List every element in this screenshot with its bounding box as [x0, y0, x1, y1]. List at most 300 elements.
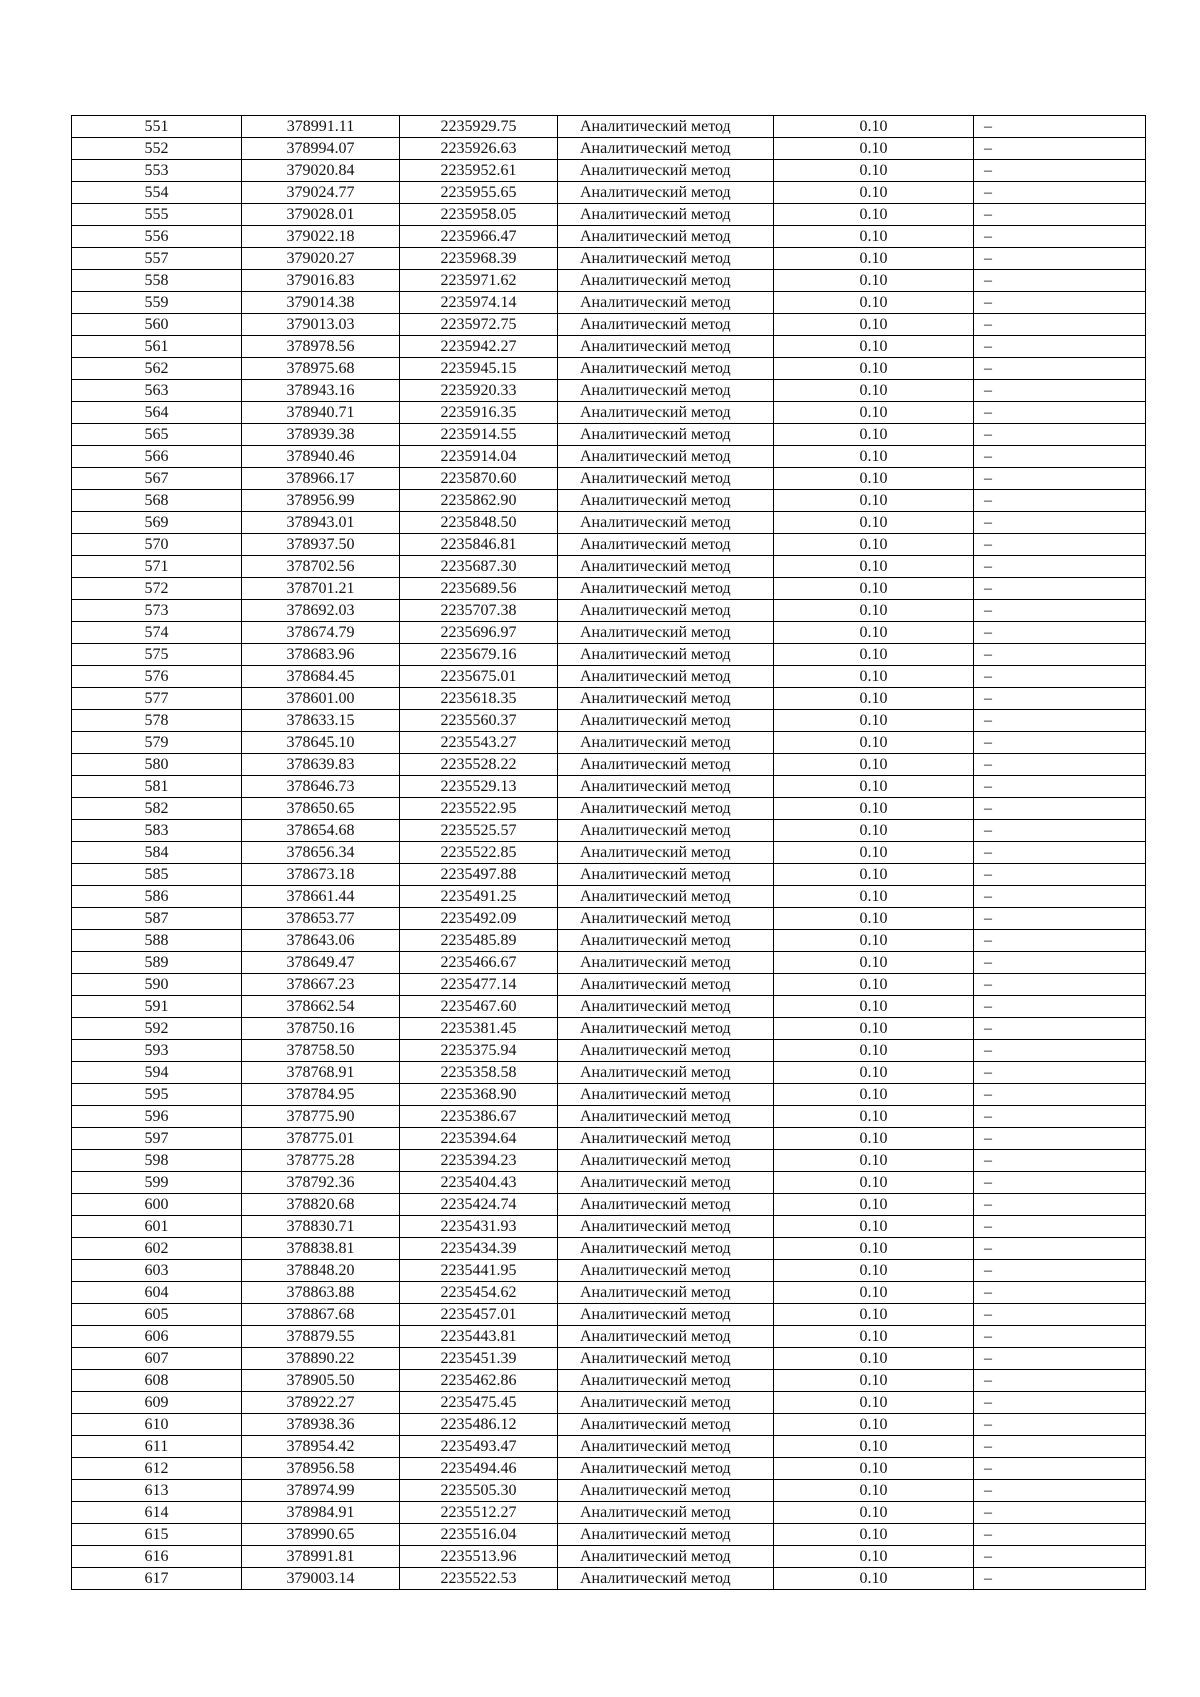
note-cell: – [974, 1260, 1146, 1282]
accuracy-cell: 0.10 [774, 622, 974, 644]
note-cell: – [974, 336, 1146, 358]
accuracy-cell: 0.10 [774, 1106, 974, 1128]
table-row [72, 732, 1146, 754]
x-coordinate-cell: 378662.54 [242, 996, 400, 1018]
method-cell: Аналитический метод [558, 226, 774, 248]
table-row [72, 336, 1146, 358]
x-coordinate-cell: 378879.55 [242, 1326, 400, 1348]
y-coordinate-cell: 2235945.15 [400, 358, 558, 380]
point-number-cell: 603 [72, 1260, 242, 1282]
note-cell: – [974, 1128, 1146, 1150]
accuracy-cell: 0.10 [774, 534, 974, 556]
accuracy-cell: 0.10 [774, 1304, 974, 1326]
point-number-cell: 576 [72, 666, 242, 688]
y-coordinate-cell: 2235462.86 [400, 1370, 558, 1392]
point-number-cell: 617 [72, 1568, 242, 1590]
accuracy-cell: 0.10 [774, 1194, 974, 1216]
table-row [72, 600, 1146, 622]
accuracy-cell: 0.10 [774, 490, 974, 512]
note-cell: – [974, 1568, 1146, 1590]
accuracy-cell: 0.10 [774, 292, 974, 314]
method-cell: Аналитический метод [558, 314, 774, 336]
accuracy-cell: 0.10 [774, 1524, 974, 1546]
y-coordinate-cell: 2235525.57 [400, 820, 558, 842]
method-cell: Аналитический метод [558, 1370, 774, 1392]
accuracy-cell: 0.10 [774, 1084, 974, 1106]
accuracy-cell: 0.10 [774, 1172, 974, 1194]
note-cell: – [974, 1392, 1146, 1414]
x-coordinate-cell: 378646.73 [242, 776, 400, 798]
x-coordinate-cell: 378922.27 [242, 1392, 400, 1414]
method-cell: Аналитический метод [558, 1304, 774, 1326]
note-cell: – [974, 688, 1146, 710]
method-cell: Аналитический метод [558, 732, 774, 754]
accuracy-cell: 0.10 [774, 1546, 974, 1568]
accuracy-cell: 0.10 [774, 226, 974, 248]
table-row [72, 380, 1146, 402]
note-cell: – [974, 1150, 1146, 1172]
point-number-cell: 595 [72, 1084, 242, 1106]
note-cell: – [974, 1194, 1146, 1216]
table-row [72, 1480, 1146, 1502]
accuracy-cell: 0.10 [774, 160, 974, 182]
note-cell: – [974, 1326, 1146, 1348]
point-number-cell: 616 [72, 1546, 242, 1568]
y-coordinate-cell: 2235914.55 [400, 424, 558, 446]
y-coordinate-cell: 2235543.27 [400, 732, 558, 754]
table-row [72, 1128, 1146, 1150]
accuracy-cell: 0.10 [774, 1480, 974, 1502]
y-coordinate-cell: 2235441.95 [400, 1260, 558, 1282]
method-cell: Аналитический метод [558, 1502, 774, 1524]
x-coordinate-cell: 379020.84 [242, 160, 400, 182]
y-coordinate-cell: 2235952.61 [400, 160, 558, 182]
table-row [72, 1304, 1146, 1326]
note-cell: – [974, 1546, 1146, 1568]
method-cell: Аналитический метод [558, 1568, 774, 1590]
x-coordinate-cell: 379003.14 [242, 1568, 400, 1590]
y-coordinate-cell: 2235972.75 [400, 314, 558, 336]
accuracy-cell: 0.10 [774, 754, 974, 776]
note-cell: – [974, 974, 1146, 996]
method-cell: Аналитический метод [558, 996, 774, 1018]
method-cell: Аналитический метод [558, 754, 774, 776]
table-row [72, 644, 1146, 666]
accuracy-cell: 0.10 [774, 182, 974, 204]
accuracy-cell: 0.10 [774, 1414, 974, 1436]
y-coordinate-cell: 2235505.30 [400, 1480, 558, 1502]
accuracy-cell: 0.10 [774, 402, 974, 424]
x-coordinate-cell: 378820.68 [242, 1194, 400, 1216]
table-row [72, 1194, 1146, 1216]
point-number-cell: 608 [72, 1370, 242, 1392]
accuracy-cell: 0.10 [774, 732, 974, 754]
note-cell: – [974, 1458, 1146, 1480]
table-row [72, 314, 1146, 336]
y-coordinate-cell: 2235966.47 [400, 226, 558, 248]
accuracy-cell: 0.10 [774, 512, 974, 534]
note-cell: – [974, 556, 1146, 578]
x-coordinate-cell: 378684.45 [242, 666, 400, 688]
method-cell: Аналитический метод [558, 1106, 774, 1128]
method-cell: Аналитический метод [558, 182, 774, 204]
table-row [72, 1238, 1146, 1260]
table-row [72, 556, 1146, 578]
accuracy-cell: 0.10 [774, 1260, 974, 1282]
table-row [72, 292, 1146, 314]
y-coordinate-cell: 2235434.39 [400, 1238, 558, 1260]
point-number-cell: 589 [72, 952, 242, 974]
table-row [72, 1106, 1146, 1128]
table-row [72, 798, 1146, 820]
point-number-cell: 565 [72, 424, 242, 446]
method-cell: Аналитический метод [558, 1348, 774, 1370]
x-coordinate-cell: 378649.47 [242, 952, 400, 974]
y-coordinate-cell: 2235929.75 [400, 116, 558, 138]
point-number-cell: 561 [72, 336, 242, 358]
note-cell: – [974, 600, 1146, 622]
method-cell: Аналитический метод [558, 1436, 774, 1458]
table-row [72, 1018, 1146, 1040]
note-cell: – [974, 952, 1146, 974]
x-coordinate-cell: 378650.65 [242, 798, 400, 820]
y-coordinate-cell: 2235916.35 [400, 402, 558, 424]
y-coordinate-cell: 2235707.38 [400, 600, 558, 622]
x-coordinate-cell: 379013.03 [242, 314, 400, 336]
accuracy-cell: 0.10 [774, 1458, 974, 1480]
point-number-cell: 586 [72, 886, 242, 908]
table-row [72, 1546, 1146, 1568]
accuracy-cell: 0.10 [774, 666, 974, 688]
accuracy-cell: 0.10 [774, 446, 974, 468]
point-number-cell: 572 [72, 578, 242, 600]
method-cell: Аналитический метод [558, 952, 774, 974]
accuracy-cell: 0.10 [774, 314, 974, 336]
point-number-cell: 571 [72, 556, 242, 578]
table-row [72, 270, 1146, 292]
note-cell: – [974, 204, 1146, 226]
point-number-cell: 614 [72, 1502, 242, 1524]
y-coordinate-cell: 2235958.05 [400, 204, 558, 226]
method-cell: Аналитический метод [558, 1128, 774, 1150]
point-number-cell: 553 [72, 160, 242, 182]
note-cell: – [974, 1216, 1146, 1238]
table-row [72, 578, 1146, 600]
note-cell: – [974, 732, 1146, 754]
point-number-cell: 577 [72, 688, 242, 710]
note-cell: – [974, 358, 1146, 380]
point-number-cell: 558 [72, 270, 242, 292]
accuracy-cell: 0.10 [774, 1436, 974, 1458]
note-cell: – [974, 1414, 1146, 1436]
method-cell: Аналитический метод [558, 908, 774, 930]
method-cell: Аналитический метод [558, 974, 774, 996]
accuracy-cell: 0.10 [774, 1282, 974, 1304]
y-coordinate-cell: 2235368.90 [400, 1084, 558, 1106]
y-coordinate-cell: 2235485.89 [400, 930, 558, 952]
y-coordinate-cell: 2235477.14 [400, 974, 558, 996]
x-coordinate-cell: 379024.77 [242, 182, 400, 204]
point-number-cell: 607 [72, 1348, 242, 1370]
accuracy-cell: 0.10 [774, 1326, 974, 1348]
point-number-cell: 611 [72, 1436, 242, 1458]
point-number-cell: 579 [72, 732, 242, 754]
point-number-cell: 590 [72, 974, 242, 996]
point-number-cell: 592 [72, 1018, 242, 1040]
table-row [72, 842, 1146, 864]
table-row [72, 358, 1146, 380]
note-cell: – [974, 534, 1146, 556]
x-coordinate-cell: 378940.71 [242, 402, 400, 424]
method-cell: Аналитический метод [558, 710, 774, 732]
accuracy-cell: 0.10 [774, 710, 974, 732]
method-cell: Аналитический метод [558, 776, 774, 798]
note-cell: – [974, 1370, 1146, 1392]
y-coordinate-cell: 2235689.56 [400, 578, 558, 600]
x-coordinate-cell: 378639.83 [242, 754, 400, 776]
method-cell: Аналитический метод [558, 1084, 774, 1106]
y-coordinate-cell: 2235687.30 [400, 556, 558, 578]
accuracy-cell: 0.10 [774, 776, 974, 798]
method-cell: Аналитический метод [558, 1392, 774, 1414]
y-coordinate-cell: 2235394.64 [400, 1128, 558, 1150]
x-coordinate-cell: 378654.68 [242, 820, 400, 842]
x-coordinate-cell: 378974.99 [242, 1480, 400, 1502]
point-number-cell: 599 [72, 1172, 242, 1194]
method-cell: Аналитический метод [558, 1018, 774, 1040]
note-cell: – [974, 666, 1146, 688]
point-number-cell: 602 [72, 1238, 242, 1260]
accuracy-cell: 0.10 [774, 1348, 974, 1370]
x-coordinate-cell: 378768.91 [242, 1062, 400, 1084]
method-cell: Аналитический метод [558, 468, 774, 490]
point-number-cell: 556 [72, 226, 242, 248]
accuracy-cell: 0.10 [774, 996, 974, 1018]
note-cell: – [974, 1436, 1146, 1458]
point-number-cell: 581 [72, 776, 242, 798]
note-cell: – [974, 908, 1146, 930]
note-cell: – [974, 490, 1146, 512]
point-number-cell: 551 [72, 116, 242, 138]
point-number-cell: 594 [72, 1062, 242, 1084]
y-coordinate-cell: 2235491.25 [400, 886, 558, 908]
table-row [72, 248, 1146, 270]
x-coordinate-cell: 378990.65 [242, 1524, 400, 1546]
note-cell: – [974, 1040, 1146, 1062]
x-coordinate-cell: 378667.23 [242, 974, 400, 996]
point-number-cell: 604 [72, 1282, 242, 1304]
y-coordinate-cell: 2235394.23 [400, 1150, 558, 1172]
method-cell: Аналитический метод [558, 204, 774, 226]
x-coordinate-cell: 378701.21 [242, 578, 400, 600]
accuracy-cell: 0.10 [774, 424, 974, 446]
y-coordinate-cell: 2235386.67 [400, 1106, 558, 1128]
method-cell: Аналитический метод [558, 160, 774, 182]
y-coordinate-cell: 2235675.01 [400, 666, 558, 688]
x-coordinate-cell: 378792.36 [242, 1172, 400, 1194]
y-coordinate-cell: 2235475.45 [400, 1392, 558, 1414]
table-row [72, 1370, 1146, 1392]
accuracy-cell: 0.10 [774, 358, 974, 380]
accuracy-cell: 0.10 [774, 1370, 974, 1392]
note-cell: – [974, 644, 1146, 666]
accuracy-cell: 0.10 [774, 336, 974, 358]
method-cell: Аналитический метод [558, 292, 774, 314]
x-coordinate-cell: 378939.38 [242, 424, 400, 446]
accuracy-cell: 0.10 [774, 116, 974, 138]
table-row [72, 930, 1146, 952]
y-coordinate-cell: 2235920.33 [400, 380, 558, 402]
table-row [72, 908, 1146, 930]
note-cell: – [974, 930, 1146, 952]
x-coordinate-cell: 378940.46 [242, 446, 400, 468]
accuracy-cell: 0.10 [774, 1502, 974, 1524]
accuracy-cell: 0.10 [774, 204, 974, 226]
y-coordinate-cell: 2235522.95 [400, 798, 558, 820]
table-row [72, 468, 1146, 490]
method-cell: Аналитический метод [558, 380, 774, 402]
y-coordinate-cell: 2235486.12 [400, 1414, 558, 1436]
y-coordinate-cell: 2235466.67 [400, 952, 558, 974]
point-number-cell: 587 [72, 908, 242, 930]
x-coordinate-cell: 378966.17 [242, 468, 400, 490]
method-cell: Аналитический метод [558, 1326, 774, 1348]
accuracy-cell: 0.10 [774, 908, 974, 930]
x-coordinate-cell: 378673.18 [242, 864, 400, 886]
point-number-cell: 583 [72, 820, 242, 842]
note-cell: – [974, 160, 1146, 182]
y-coordinate-cell: 2235522.85 [400, 842, 558, 864]
x-coordinate-cell: 378956.58 [242, 1458, 400, 1480]
note-cell: – [974, 1480, 1146, 1502]
x-coordinate-cell: 378633.15 [242, 710, 400, 732]
table-row [72, 886, 1146, 908]
point-number-cell: 585 [72, 864, 242, 886]
method-cell: Аналитический метод [558, 798, 774, 820]
note-cell: – [974, 820, 1146, 842]
y-coordinate-cell: 2235375.94 [400, 1040, 558, 1062]
x-coordinate-cell: 378890.22 [242, 1348, 400, 1370]
method-cell: Аналитический метод [558, 600, 774, 622]
table-row [72, 1040, 1146, 1062]
y-coordinate-cell: 2235512.27 [400, 1502, 558, 1524]
x-coordinate-cell: 378775.01 [242, 1128, 400, 1150]
accuracy-cell: 0.10 [774, 886, 974, 908]
note-cell: – [974, 1304, 1146, 1326]
x-coordinate-cell: 379016.83 [242, 270, 400, 292]
y-coordinate-cell: 2235493.47 [400, 1436, 558, 1458]
x-coordinate-cell: 378758.50 [242, 1040, 400, 1062]
note-cell: – [974, 1084, 1146, 1106]
table-row [72, 996, 1146, 1018]
method-cell: Аналитический метод [558, 512, 774, 534]
y-coordinate-cell: 2235381.45 [400, 1018, 558, 1040]
point-number-cell: 578 [72, 710, 242, 732]
table-row [72, 710, 1146, 732]
y-coordinate-cell: 2235404.43 [400, 1172, 558, 1194]
y-coordinate-cell: 2235971.62 [400, 270, 558, 292]
table-row [72, 534, 1146, 556]
x-coordinate-cell: 378601.00 [242, 688, 400, 710]
method-cell: Аналитический метод [558, 116, 774, 138]
accuracy-cell: 0.10 [774, 1216, 974, 1238]
x-coordinate-cell: 378943.01 [242, 512, 400, 534]
accuracy-cell: 0.10 [774, 1040, 974, 1062]
y-coordinate-cell: 2235618.35 [400, 688, 558, 710]
accuracy-cell: 0.10 [774, 1018, 974, 1040]
note-cell: – [974, 1238, 1146, 1260]
y-coordinate-cell: 2235846.81 [400, 534, 558, 556]
point-number-cell: 573 [72, 600, 242, 622]
method-cell: Аналитический метод [558, 424, 774, 446]
note-cell: – [974, 1502, 1146, 1524]
note-cell: – [974, 710, 1146, 732]
x-coordinate-cell: 378954.42 [242, 1436, 400, 1458]
method-cell: Аналитический метод [558, 930, 774, 952]
y-coordinate-cell: 2235862.90 [400, 490, 558, 512]
y-coordinate-cell: 2235497.88 [400, 864, 558, 886]
point-number-cell: 610 [72, 1414, 242, 1436]
x-coordinate-cell: 378978.56 [242, 336, 400, 358]
table-row [72, 1458, 1146, 1480]
table-row [72, 116, 1146, 138]
table-row [72, 754, 1146, 776]
table-row [72, 226, 1146, 248]
x-coordinate-cell: 378656.34 [242, 842, 400, 864]
method-cell: Аналитический метод [558, 1062, 774, 1084]
point-number-cell: 606 [72, 1326, 242, 1348]
x-coordinate-cell: 378938.36 [242, 1414, 400, 1436]
x-coordinate-cell: 378943.16 [242, 380, 400, 402]
table-row [72, 182, 1146, 204]
method-cell: Аналитический метод [558, 1216, 774, 1238]
method-cell: Аналитический метод [558, 1238, 774, 1260]
method-cell: Аналитический метод [558, 842, 774, 864]
method-cell: Аналитический метод [558, 402, 774, 424]
y-coordinate-cell: 2235968.39 [400, 248, 558, 270]
table-row [72, 666, 1146, 688]
note-cell: – [974, 864, 1146, 886]
x-coordinate-cell: 378975.68 [242, 358, 400, 380]
note-cell: – [974, 1282, 1146, 1304]
point-number-cell: 575 [72, 644, 242, 666]
point-number-cell: 609 [72, 1392, 242, 1414]
note-cell: – [974, 292, 1146, 314]
point-number-cell: 600 [72, 1194, 242, 1216]
table-row [72, 1326, 1146, 1348]
point-number-cell: 580 [72, 754, 242, 776]
table-row [72, 1172, 1146, 1194]
point-number-cell: 564 [72, 402, 242, 424]
point-number-cell: 563 [72, 380, 242, 402]
table-row [72, 402, 1146, 424]
method-cell: Аналитический метод [558, 820, 774, 842]
note-cell: – [974, 226, 1146, 248]
table-row [72, 424, 1146, 446]
accuracy-cell: 0.10 [774, 270, 974, 292]
note-cell: – [974, 776, 1146, 798]
x-coordinate-cell: 379014.38 [242, 292, 400, 314]
table-row [72, 1062, 1146, 1084]
x-coordinate-cell: 378838.81 [242, 1238, 400, 1260]
accuracy-cell: 0.10 [774, 798, 974, 820]
point-number-cell: 557 [72, 248, 242, 270]
y-coordinate-cell: 2235696.97 [400, 622, 558, 644]
method-cell: Аналитический метод [558, 1194, 774, 1216]
accuracy-cell: 0.10 [774, 1238, 974, 1260]
table-row [72, 820, 1146, 842]
y-coordinate-cell: 2235528.22 [400, 754, 558, 776]
